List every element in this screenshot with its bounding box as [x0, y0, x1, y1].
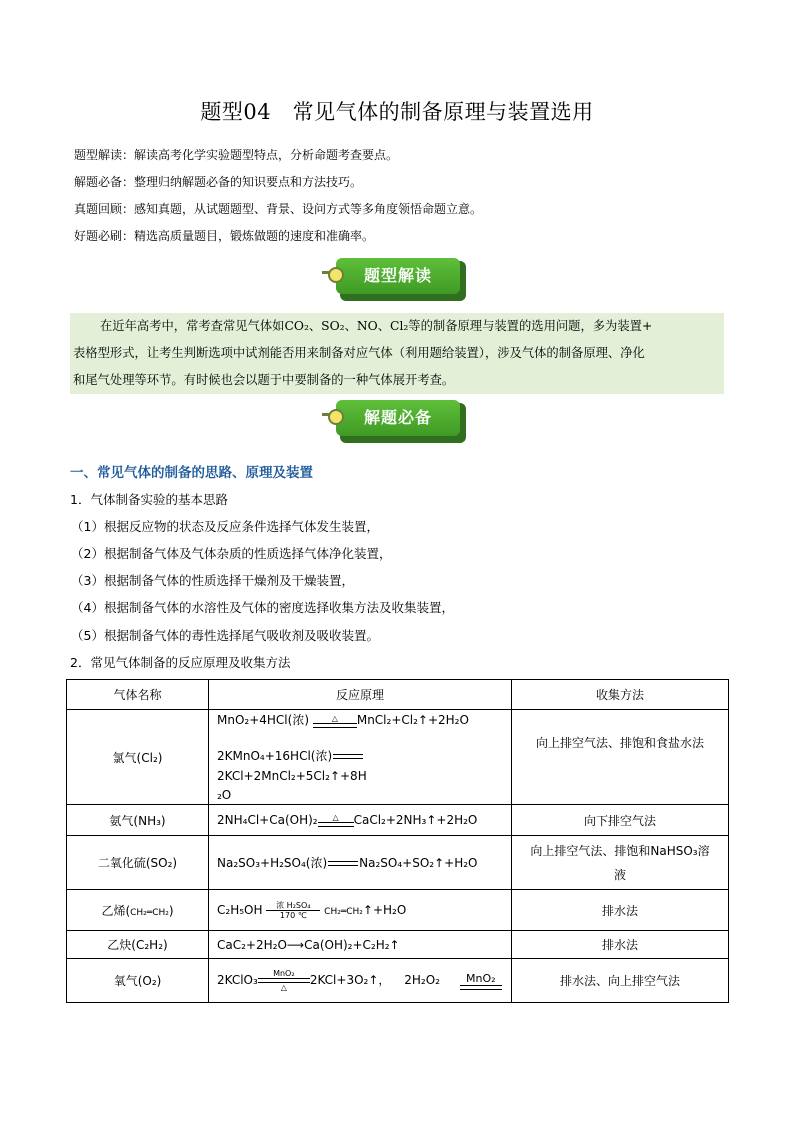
condition-arrow — [460, 972, 502, 990]
reaction-text: 2KCl+2MnCl₂+5Cl₂↑+8H — [217, 769, 367, 783]
gas-name: 氧气(O₂) — [67, 959, 209, 1003]
subheading-1: 1．气体制备实验的基本思路 — [70, 492, 228, 507]
summary-line-2: 表格型形式，让考生判断选项中试剂能否用来制备对应气体（利用题给装置），涉及气体的制备原理、净化 — [73, 346, 645, 360]
reaction-text: MnCl₂+Cl₂↑+2H₂O — [356, 713, 469, 727]
table-row — [67, 836, 729, 890]
reaction-line-wrap: ₂O — [217, 788, 232, 802]
step-2: （2）根据制备气体及气体杂质的性质选择气体净化装置， — [71, 546, 392, 561]
reaction-text: 2NH₄Cl+Ca(OH)₂ — [217, 812, 318, 827]
gas-name: 乙炔(C₂H₂) — [67, 931, 209, 959]
collection-method: 排水法 — [512, 931, 729, 959]
table-row — [67, 931, 729, 959]
intro-key: 真题回顾： — [74, 202, 135, 216]
summary-line-3: 和尾气处理等环节。有时候也会以题于中要制备的一种气体展开考查。 — [73, 373, 455, 387]
summary-line-1: 在近年高考中，常考查常见气体如CO₂、SO₂、NO、Cl₂等的制备原理与装置的选用问题，多为装置+ — [100, 319, 653, 333]
collection-method: 向下排空气法 — [512, 805, 729, 836]
intro-value: 整理归纳解题必备的知识要点和方法技巧。 — [134, 175, 363, 189]
intro-key: 解题必备： — [74, 175, 135, 189]
intro-line-2 — [74, 173, 362, 190]
badge-label: 题型解读 — [336, 258, 460, 294]
condition-arrow — [313, 714, 357, 728]
collection-method: 排水法 — [512, 890, 729, 931]
reaction-line — [217, 710, 511, 730]
step-5: （5）根据制备气体的毒性选择尾气吸收剂及吸收装置。 — [71, 628, 379, 643]
pin-head-icon — [328, 267, 344, 283]
gas-name: 氨气(NH₃) — [67, 805, 209, 836]
reaction-text: MnO₂+4HCl(浓) — [217, 713, 310, 727]
reaction-text: Na₂SO₃+H₂SO₄(浓) — [217, 856, 328, 870]
reaction-text: 2KMnO₄+16HCl(浓) — [217, 749, 333, 763]
reaction-line — [217, 746, 511, 786]
page-title: 题型04 常见气体的制备原理与装置选用 — [200, 100, 594, 124]
gas-name-text: ) — [168, 903, 174, 918]
intro-line-4 — [74, 227, 374, 244]
step-4: （4）根据制备气体的水溶性及气体的密度选择收集方法及收集装置， — [71, 600, 454, 615]
collection-method: 向上排空气法、排饱和食盐水法 — [512, 710, 729, 805]
condition-text: 浓 H₂SO₄ — [276, 900, 311, 910]
badge-label: 解题必备 — [336, 400, 460, 436]
intro-line-1 — [74, 146, 398, 163]
double-bar — [328, 861, 358, 866]
badge-question-type — [322, 257, 468, 303]
intro-key: 题型解读： — [74, 148, 135, 162]
reaction-text: ↑+H₂O — [362, 902, 407, 917]
reaction-text: 2H₂O₂ — [404, 973, 440, 987]
equals-sign — [333, 754, 363, 759]
arrow-line — [266, 910, 320, 911]
condition-text: MnO₂ — [273, 969, 295, 978]
intro-value: 精选高质量题目，锻炼做题的速度和准确率。 — [134, 229, 375, 243]
table-row — [67, 959, 729, 1003]
collection-method: 排水法、向上排空气法 — [512, 959, 729, 1003]
condition-arrow — [258, 969, 310, 992]
header-collection: 收集方法 — [512, 680, 729, 710]
subheading-2: 2．常见气体制备的反应原理及收集方法 — [70, 655, 291, 670]
reaction-text: CaC₂+2H₂O — [217, 937, 287, 952]
reaction-text: 2KCl+3O₂↑， — [309, 973, 391, 987]
product-formula: CH₂═CH₂ — [324, 906, 363, 917]
reaction-cell — [209, 890, 512, 931]
condition-text: △ — [331, 713, 338, 723]
intro-value: 感知真题，从试题题型、背景、设问方式等多角度领悟命题立意。 — [134, 202, 483, 216]
condition-arrow — [266, 901, 320, 920]
reaction-text: CaCl₂+2NH₃↑+2H₂O — [353, 812, 478, 827]
equals-sign — [328, 861, 358, 866]
table-row — [67, 890, 729, 931]
gas-name — [67, 890, 209, 931]
collection-line: 向上排空气法、排饱和NaHSO₃溶 — [530, 843, 710, 858]
collection-method — [512, 836, 729, 890]
condition-text: MnO₂ — [466, 971, 496, 985]
intro-line-3 — [74, 200, 482, 217]
summary-box — [70, 313, 724, 394]
badge-essentials — [322, 399, 468, 445]
gas-preparation-table — [66, 679, 729, 1003]
table-row — [67, 805, 729, 836]
reaction-cell — [209, 836, 512, 890]
gas-formula: CH₂═CH₂ — [130, 907, 169, 918]
table-row — [67, 710, 729, 805]
header-reaction: 反应原理 — [209, 680, 512, 710]
condition-text: △ — [280, 983, 287, 992]
reaction-cell — [209, 805, 512, 836]
intro-key: 好题必刷： — [74, 229, 135, 243]
header-gas-name: 气体名称 — [67, 680, 209, 710]
reaction-text: Na₂SO₄+SO₂↑+H₂O — [359, 856, 478, 870]
step-1: （1）根据反应物的状态及反应条件选择气体发生装置， — [71, 519, 379, 534]
double-bar — [460, 985, 502, 990]
gas-name: 氯气(Cl₂) — [67, 710, 209, 805]
arrow-icon: ⟶ — [286, 937, 305, 952]
reaction-text: 2KClO₃ — [217, 973, 258, 987]
reaction-text: Ca(OH)₂+C₂H₂↑ — [304, 937, 400, 952]
table-header-row — [67, 680, 729, 710]
reaction-cell — [209, 710, 512, 805]
double-bar — [333, 754, 363, 759]
reaction-text: C₂H₅OH — [217, 902, 263, 917]
section-heading: 一、常见气体的制备的思路、原理及装置 — [70, 465, 313, 481]
double-bar — [318, 822, 354, 827]
step-3: （3）根据制备气体的性质选择干燥剂及干燥装置， — [71, 573, 354, 588]
reaction-cell — [209, 959, 512, 1003]
collection-line: 液 — [613, 867, 626, 882]
intro-value: 解读高考化学实验题型特点，分析命题考查要点。 — [134, 148, 399, 162]
condition-arrow — [318, 813, 354, 827]
reaction-cell — [209, 931, 512, 959]
condition-text: 170 ℃ — [279, 910, 307, 920]
condition-text: △ — [332, 813, 339, 823]
gas-name: 二氧化硫(SO₂) — [67, 836, 209, 890]
double-bar — [313, 723, 357, 728]
pin-head-icon — [328, 409, 344, 425]
gas-name-text: 乙烯( — [101, 903, 131, 918]
